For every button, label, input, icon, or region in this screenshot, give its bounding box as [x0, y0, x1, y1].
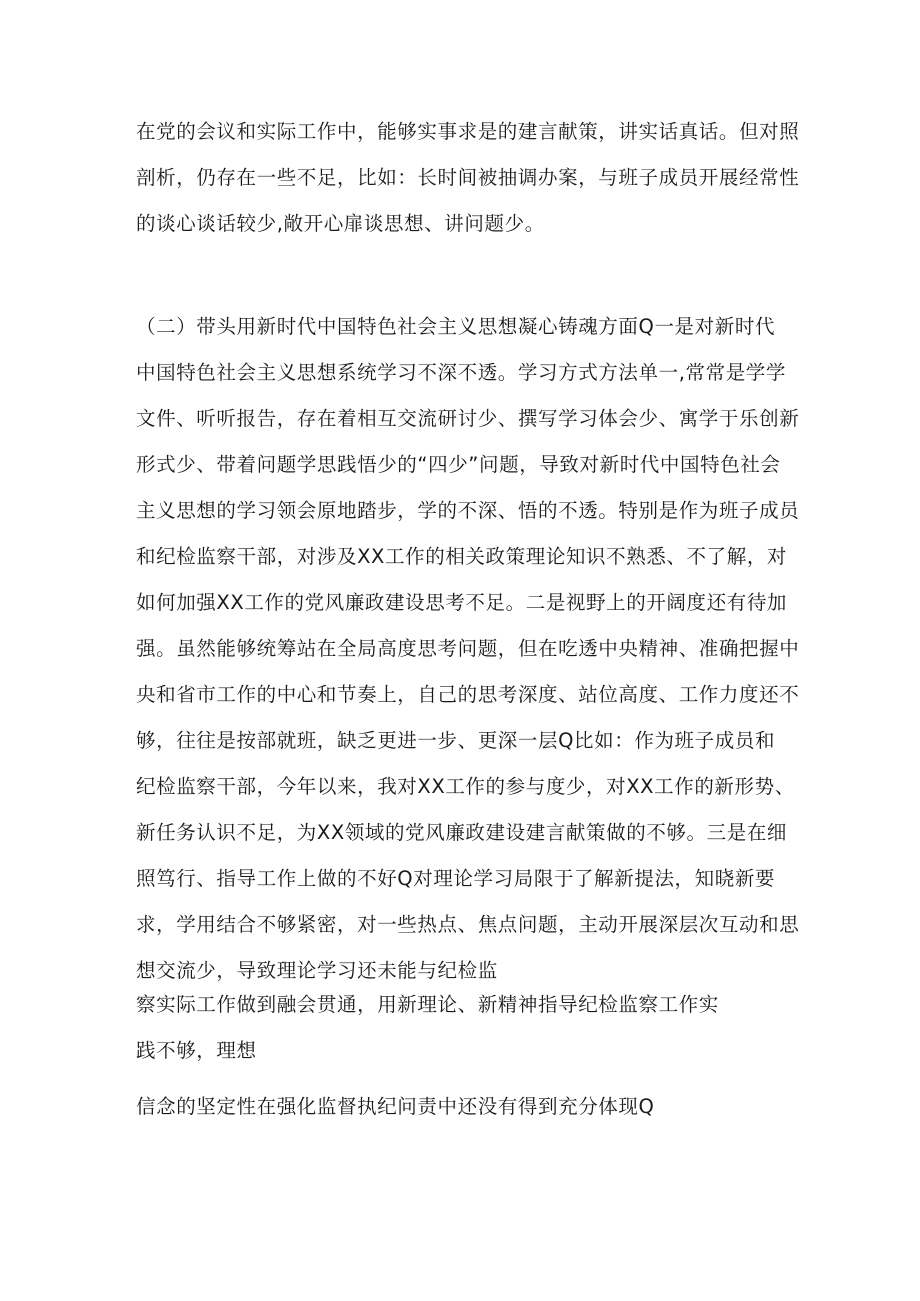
text-line: 纪检监察干部，今年以来，我对XX工作的参与度少，对XX工作的新形势、 [136, 775, 795, 798]
text-line: 形式少、带着问题学思践悟少的“四少”问题，导致对新时代中国特色社会 [136, 453, 781, 476]
text-line: 主义思想的学习领会原地踏步，学的不深、悟的不透。特别是作为班子成员 [136, 499, 800, 522]
section-heading-line: （二）带头用新时代中国特色社会主义思想凝心铸魂方面Q一是对新时代 [136, 315, 776, 338]
text-line: 剖析，仍存在一些不足，比如：长时间被抽调办案，与班子成员开展经常性 [136, 166, 800, 189]
text-line: 新任务认识不足，为XX领域的党风廉政建设建言献策做的不够。三是在细 [136, 821, 788, 844]
text-line: 如何加强XX工作的党风廉政建设思考不足。二是视野上的开阔度还有待加 [136, 591, 788, 614]
text-line: 中国特色社会主义思想系统学习不深不透。学习方式方法单一,常常是学学 [136, 361, 786, 384]
text-line: 想交流少，导致理论学习还未能与纪检监 [136, 959, 498, 982]
text-line: 信念的坚定性在强化监督执纪问责中还没有得到充分体现Q [136, 1095, 655, 1118]
text-line: 央和省市工作的中心和节奏上，自己的思考深度、站位高度、工作力度还不 [136, 683, 800, 706]
text-line: 和纪检监察干部，对涉及XX工作的相关政策理论知识不熟悉、不了解，对 [136, 545, 788, 568]
text-line: 在党的会议和实际工作中，能够实事求是的建言献策，讲实话真话。但对照 [136, 120, 800, 143]
text-line: 践不够，理想 [136, 1039, 257, 1062]
text-line: 照笃行、指导工作上做的不好Q对理论学习局限于了解新提法，知晓新要 [136, 867, 776, 890]
text-line: 强。虽然能够统筹站在全局高度思考问题，但在吃透中央精神、准确把握中 [136, 637, 800, 660]
text-line: 文件、听听报告，存在着相互交流研讨少、撰写学习体会少、寓学于乐创新 [136, 407, 800, 430]
text-line: 察实际工作做到融会贯通，用新理论、新精神指导纪检监察工作实 [136, 993, 719, 1016]
text-line: 的谈心谈话较少,敞开心扉谈思想、讲问题少。 [136, 212, 545, 235]
text-line: 求，学用结合不够紧密，对一些热点、焦点问题，主动开展深层次互动和思 [136, 913, 800, 936]
text-line: 够，往往是按部就班，缺乏更进一步、更深一层Q比如：作为班子成员和 [136, 729, 776, 752]
